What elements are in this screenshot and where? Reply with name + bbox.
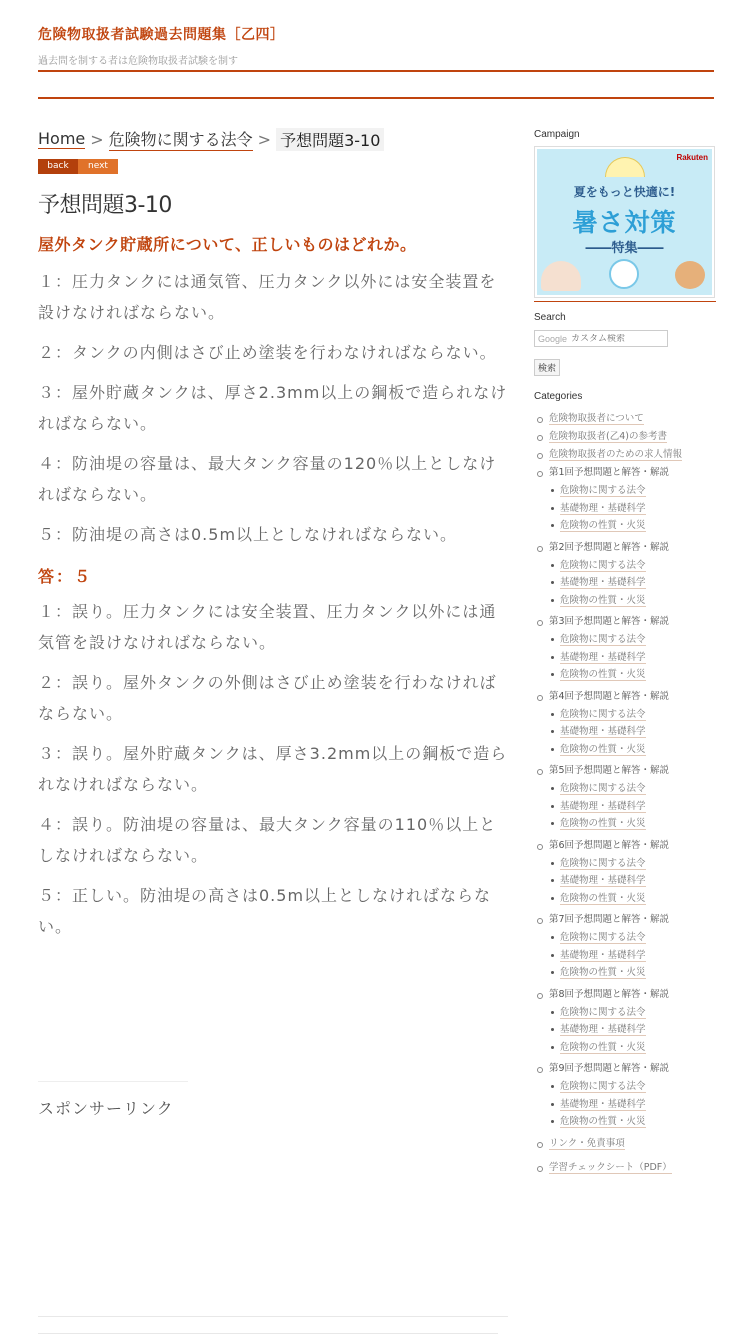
subcategory-link[interactable]: 危険物の性質・火災 bbox=[560, 669, 646, 680]
subcategory-link[interactable]: 危険物に関する法令 bbox=[560, 559, 646, 571]
breadcrumb-current: 予想問題3-10 bbox=[276, 128, 384, 151]
breadcrumb-category-link[interactable]: 危険物に関する法令 bbox=[109, 127, 253, 151]
subcategory-item[interactable] bbox=[549, 1039, 716, 1057]
subcategory-item[interactable] bbox=[549, 1004, 716, 1022]
search-box[interactable] bbox=[534, 330, 668, 347]
category-item[interactable] bbox=[534, 410, 716, 428]
categories-widget-title: Categories bbox=[534, 391, 583, 402]
subcategory-item[interactable] bbox=[549, 482, 716, 500]
header-divider-top bbox=[38, 70, 714, 72]
header-divider-bottom bbox=[38, 97, 714, 99]
category-group[interactable] bbox=[534, 762, 716, 833]
post-pager bbox=[38, 159, 508, 174]
subcategory-item[interactable] bbox=[549, 929, 716, 947]
subcategory-item[interactable] bbox=[549, 890, 716, 908]
subcategory-item[interactable] bbox=[549, 780, 716, 798]
dog-illustration bbox=[675, 261, 705, 289]
category-group-label[interactable]: 第9回予想問題と解答・解説 bbox=[549, 1063, 670, 1074]
category-link[interactable]: 危険物取扱者について bbox=[549, 413, 644, 424]
subcategory-link[interactable]: 基礎物理・基礎科学 bbox=[560, 800, 646, 812]
category-group-label[interactable]: 第3回予想問題と解答・解説 bbox=[549, 616, 670, 627]
category-group[interactable] bbox=[534, 837, 716, 908]
footer-divider bbox=[38, 1316, 508, 1317]
subcategory-item[interactable] bbox=[549, 517, 716, 535]
category-group-label[interactable]: 第4回予想問題と解答・解説 bbox=[549, 690, 670, 702]
answer-heading: 答：５ bbox=[38, 567, 93, 586]
explanation-item: ４：誤り。防油堤の容量は、最大タンク容量の110％以上としなければならない。 bbox=[38, 815, 497, 865]
category-link[interactable]: 危険物取扱者のための求人情報 bbox=[549, 449, 683, 460]
bear-illustration bbox=[609, 259, 639, 289]
subcategory-item[interactable] bbox=[549, 872, 716, 890]
subcategory-list bbox=[549, 706, 716, 759]
category-group-label[interactable]: 第5回予想問題と解答・解説 bbox=[549, 765, 670, 776]
sun-illustration bbox=[605, 157, 645, 177]
category-group-label[interactable]: 第6回予想問題と解答・解説 bbox=[549, 839, 670, 851]
subcategory-item[interactable] bbox=[549, 1113, 716, 1131]
category-group[interactable] bbox=[534, 539, 716, 610]
category-group[interactable] bbox=[534, 613, 716, 684]
explanation-item: ５：正しい。防油堤の高さは0.5m以上としなければならない。 bbox=[38, 886, 492, 936]
explanation-item: ３：誤り。屋外貯蔵タンクは、厚さ3.2mm以上の鋼板で造られなければならない。 bbox=[38, 744, 508, 794]
subcategory-link[interactable]: 基礎物理・基礎科学 bbox=[560, 949, 646, 961]
subcategory-item[interactable] bbox=[549, 592, 716, 610]
subcategory-link[interactable]: 危険物に関する法令 bbox=[560, 1081, 646, 1092]
breadcrumb-home-link[interactable]: Home bbox=[38, 129, 86, 148]
subcategory-link[interactable]: 危険物の性質・火災 bbox=[560, 594, 646, 606]
site-header bbox=[38, 24, 714, 67]
subcategory-item[interactable] bbox=[549, 1096, 716, 1114]
campaign-widget-title: Campaign bbox=[534, 129, 580, 140]
option-list bbox=[38, 266, 508, 550]
option-item: ３：屋外貯蔵タンクは、厚さ2.3mm以上の鋼板で造られなければならない。 bbox=[38, 383, 508, 433]
back-button[interactable]: back bbox=[38, 159, 78, 174]
subcategory-link[interactable]: 基礎物理・基礎科学 bbox=[560, 1024, 646, 1035]
breadcrumb-separator: > bbox=[257, 129, 272, 149]
rakuten-logo: Rakuten bbox=[676, 153, 708, 162]
option-item: ５：防油堤の高さは0.5m以上としなければならない。 bbox=[38, 525, 458, 544]
subcategory-list bbox=[549, 929, 716, 982]
subcategory-item[interactable] bbox=[549, 947, 716, 965]
widget-divider bbox=[534, 301, 716, 302]
subcategory-link[interactable]: 危険物に関する法令 bbox=[560, 783, 646, 794]
subcategory-item[interactable] bbox=[549, 815, 716, 833]
breadcrumb bbox=[38, 126, 508, 152]
subcategory-link[interactable]: 危険物に関する法令 bbox=[560, 857, 646, 869]
subcategory-link[interactable]: 危険物に関する法令 bbox=[560, 1006, 646, 1018]
subcategory-item[interactable] bbox=[549, 1021, 716, 1039]
subcategory-list bbox=[549, 631, 716, 684]
subcategory-link[interactable]: 危険物の性質・火災 bbox=[560, 818, 646, 829]
subcategory-link[interactable]: 危険物の性質・火災 bbox=[560, 743, 646, 755]
subcategory-list bbox=[549, 855, 716, 908]
subcategory-link[interactable]: 基礎物理・基礎科学 bbox=[560, 577, 646, 588]
subcategory-list bbox=[549, 780, 716, 833]
subcategory-item[interactable] bbox=[549, 574, 716, 592]
banner-subline: ――特集―― bbox=[585, 241, 664, 256]
sidebar bbox=[534, 129, 716, 1177]
next-button[interactable]: next bbox=[78, 159, 118, 174]
category-group[interactable] bbox=[534, 688, 716, 759]
subcategory-link[interactable]: 危険物に関する法令 bbox=[560, 932, 646, 943]
subcategory-link[interactable]: 基礎物理・基礎科学 bbox=[560, 1098, 646, 1110]
girl-illustration bbox=[541, 261, 581, 291]
category-group-label[interactable]: 第2回予想問題と解答・解説 bbox=[549, 541, 670, 553]
links-disclaimer-item[interactable] bbox=[534, 1135, 716, 1153]
subcategory-item[interactable] bbox=[549, 500, 716, 518]
subcategory-list bbox=[549, 482, 716, 535]
subcategory-link[interactable]: 基礎物理・基礎科学 bbox=[560, 726, 646, 737]
subcategory-item[interactable] bbox=[549, 649, 716, 667]
subcategory-link[interactable]: 危険物に関する法令 bbox=[560, 634, 646, 645]
subcategory-link[interactable]: 危険物の性質・火災 bbox=[560, 1116, 646, 1127]
explanation-item: ２：誤り。屋外タンクの外側はさび止め塗装を行わなければならない。 bbox=[38, 673, 497, 723]
explanation-list bbox=[38, 596, 508, 942]
subcategory-item[interactable] bbox=[549, 964, 716, 982]
category-group-label[interactable]: 第1回予想問題と解答・解説 bbox=[549, 467, 670, 478]
site-title[interactable]: 危険物取扱者試験過去問題集［乙四］ bbox=[38, 27, 285, 43]
main-content bbox=[38, 126, 508, 951]
category-group-label[interactable]: 第7回予想問題と解答・解説 bbox=[549, 914, 670, 925]
option-item: ２：タンクの内側はさび止め塗装を行わなければならない。 bbox=[38, 343, 497, 362]
subcategory-item[interactable] bbox=[549, 557, 716, 575]
category-item[interactable] bbox=[534, 428, 716, 446]
subcategory-link[interactable]: 危険物に関する法令 bbox=[560, 708, 646, 720]
subcategory-link[interactable]: 危険物の性質・火災 bbox=[560, 1041, 646, 1053]
checksheet-item[interactable] bbox=[534, 1159, 716, 1177]
google-logo: Google bbox=[538, 333, 568, 344]
subcategory-link[interactable]: 危険物の性質・火災 bbox=[560, 967, 646, 978]
subcategory-link[interactable]: 基礎物理・基礎科学 bbox=[560, 651, 646, 663]
search-widget-title: Search bbox=[534, 312, 566, 323]
subcategory-link[interactable]: 危険物に関する法令 bbox=[560, 485, 646, 496]
subcategory-item[interactable] bbox=[549, 1078, 716, 1096]
subcategory-item[interactable] bbox=[549, 741, 716, 759]
question-text: 屋外タンク貯蔵所について、正しいものはどれか。 bbox=[38, 235, 417, 254]
subcategory-link[interactable]: 基礎物理・基礎科学 bbox=[560, 875, 646, 886]
category-link[interactable]: 危険物取扱者(乙4)の参考書 bbox=[549, 431, 667, 442]
category-list bbox=[534, 410, 716, 1177]
campaign-banner-frame bbox=[534, 146, 715, 298]
subcategory-list bbox=[549, 1078, 716, 1131]
category-group[interactable] bbox=[534, 986, 716, 1057]
breadcrumb-separator: > bbox=[90, 129, 104, 149]
subcategory-item[interactable] bbox=[549, 723, 716, 741]
category-group[interactable] bbox=[534, 1060, 716, 1131]
subcategory-item[interactable] bbox=[549, 798, 716, 816]
category-group-label[interactable]: 第8回予想問題と解答・解説 bbox=[549, 988, 670, 1000]
subcategory-item[interactable] bbox=[549, 666, 716, 684]
sponsor-link-heading: スポンサーリンク bbox=[38, 1081, 188, 1119]
search-button[interactable]: 検索 bbox=[534, 359, 560, 376]
option-item: ４：防油堤の容量は、最大タンク容量の120％以上としなければならない。 bbox=[38, 454, 497, 504]
explanation-item: １：誤り。圧力タンクには安全装置、圧力タンク以外には通気管を設けなければならない。 bbox=[38, 602, 497, 652]
category-item[interactable] bbox=[534, 446, 716, 464]
campaign-banner[interactable] bbox=[537, 149, 712, 295]
option-item: １：圧力タンクには通気管、圧力タンク以外には安全装置を設けなければならない。 bbox=[38, 272, 497, 322]
site-description: 過去問を制する者は危険物取扱者試験を制す bbox=[38, 56, 238, 67]
subcategory-list bbox=[549, 557, 716, 610]
links-disclaimer-link[interactable]: リンク・免責事項 bbox=[549, 1137, 625, 1149]
subcategory-list bbox=[549, 1004, 716, 1057]
subcategory-link[interactable]: 危険物の性質・火災 bbox=[560, 520, 646, 531]
subcategory-link[interactable]: 基礎物理・基礎科学 bbox=[560, 502, 646, 514]
subcategory-item[interactable] bbox=[549, 631, 716, 649]
category-group[interactable] bbox=[534, 464, 716, 535]
banner-tagline: 夏をもっと快適に! bbox=[573, 185, 676, 199]
post-title: 予想問題3-10 bbox=[38, 193, 172, 218]
banner-headline: 暑さ対策 bbox=[572, 208, 677, 237]
checksheet-link[interactable]: 学習チェックシート（PDF） bbox=[549, 1161, 672, 1173]
search-input[interactable] bbox=[571, 334, 661, 344]
category-group[interactable] bbox=[534, 911, 716, 982]
subcategory-link[interactable]: 危険物の性質・火災 bbox=[560, 892, 646, 904]
subcategory-item[interactable] bbox=[549, 855, 716, 873]
subcategory-item[interactable] bbox=[549, 706, 716, 724]
